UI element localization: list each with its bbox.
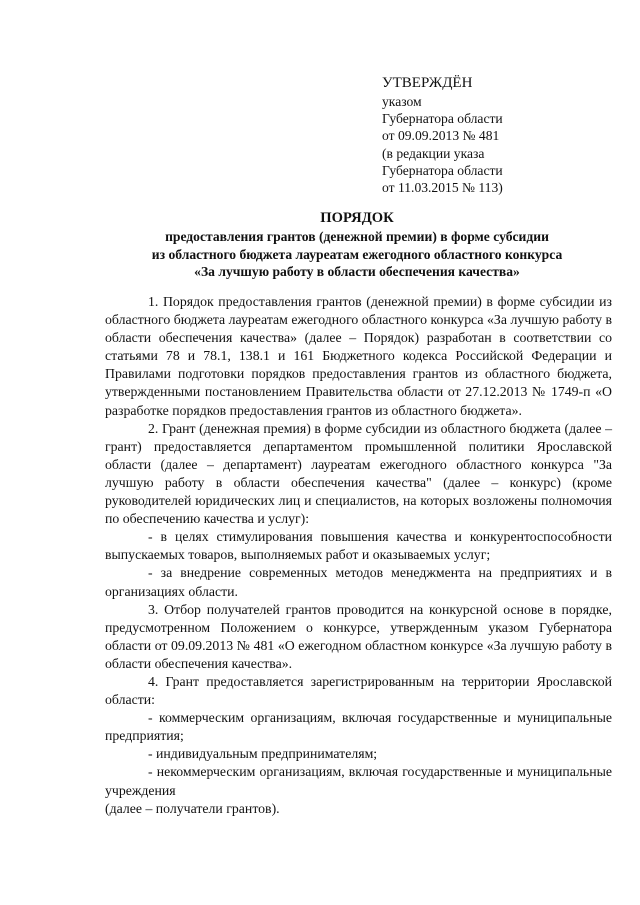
closing-line: (далее – получатели грантов). <box>105 800 280 816</box>
approval-line: (в редакции указа <box>382 145 485 161</box>
approval-line: указом <box>382 94 422 109</box>
list-item: - коммерческим организациям, включая государственные и муниципальные предприятия; <box>105 710 612 744</box>
list-item: - в целях стимулирования повышения качества и конкурентоспособности выпускаемых товаров, выполняемых работ и оказываемых услуг; <box>105 529 612 563</box>
title-line: предоставления грантов (денежной премии) в форме субсидии <box>165 229 549 244</box>
document-title <box>100 209 614 281</box>
approval-line: Губернатора области <box>382 162 503 178</box>
list-item: - за внедрение современных методов менеджмента на предприятиях и в организациях области. <box>105 565 612 599</box>
approval-stamp <box>382 74 503 196</box>
document-body <box>105 293 612 818</box>
approval-line: от 11.03.2015 № 113) <box>382 180 503 196</box>
list-item: - индивидуальным предпринимателям; <box>148 746 378 762</box>
list-item: - некоммерческим организациям, включая государственные и муниципальные учреждения <box>105 764 612 798</box>
paragraph-3: 3. Отбор получателей грантов проводится на конкурсной основе в порядке, предусмотренном Положением о конкурсе, утвержденным указом Губернатора области от 09.09.2013 № 481 «О ежегодном областном конкурсе «За лучшую работу в области обеспечения качества». <box>105 601 612 671</box>
approval-line: от 09.09.2013 № 481 <box>382 128 500 144</box>
title-line: «За лучшую работу в области обеспечения качества» <box>194 264 520 280</box>
title-line: из областного бюджета лауреатам ежегодного областного конкурса <box>151 246 563 262</box>
paragraph-2: 2. Грант (денежная премия) в форме субсидии из областного бюджета (далее – грант) предоставляется департаментом промышленной политики Ярославской области (далее – департамент) лауреатам ежегодного областного конкурса "За лучшую работу в области обеспечения качества" (далее – конкурс) (кроме руководителей юридических лиц и специалистов, на которых возложены полномочия по обеспечению качества и услуг): <box>105 420 612 527</box>
paragraph-4: 4. Грант предоставляется зарегистрированным на территории Ярославской области: <box>105 673 612 708</box>
approved-heading: УТВЕРЖДЁН <box>382 75 473 91</box>
paragraph-1: 1. Порядок предоставления грантов (денежной премии) в форме субсидии из областного бюджета лауреатам ежегодного областного конкурса «За лучшую работу в области обеспечения качества» (далее – Порядок) разработан в соответствии со статьями 78 и 78.1, 138.1 и 161 Бюджетного кодекса Российской Федерации и Правилами подготовки порядков предоставления грантов из областного бюджета, утвержденными постановлением Правительства области от 27.12.2013 № 1749-п «О разработке порядков предоставления грантов из областного бюджета». <box>105 294 612 418</box>
approval-line: Губернатора области <box>382 111 503 127</box>
title-heading: ПОРЯДОК <box>320 210 394 226</box>
